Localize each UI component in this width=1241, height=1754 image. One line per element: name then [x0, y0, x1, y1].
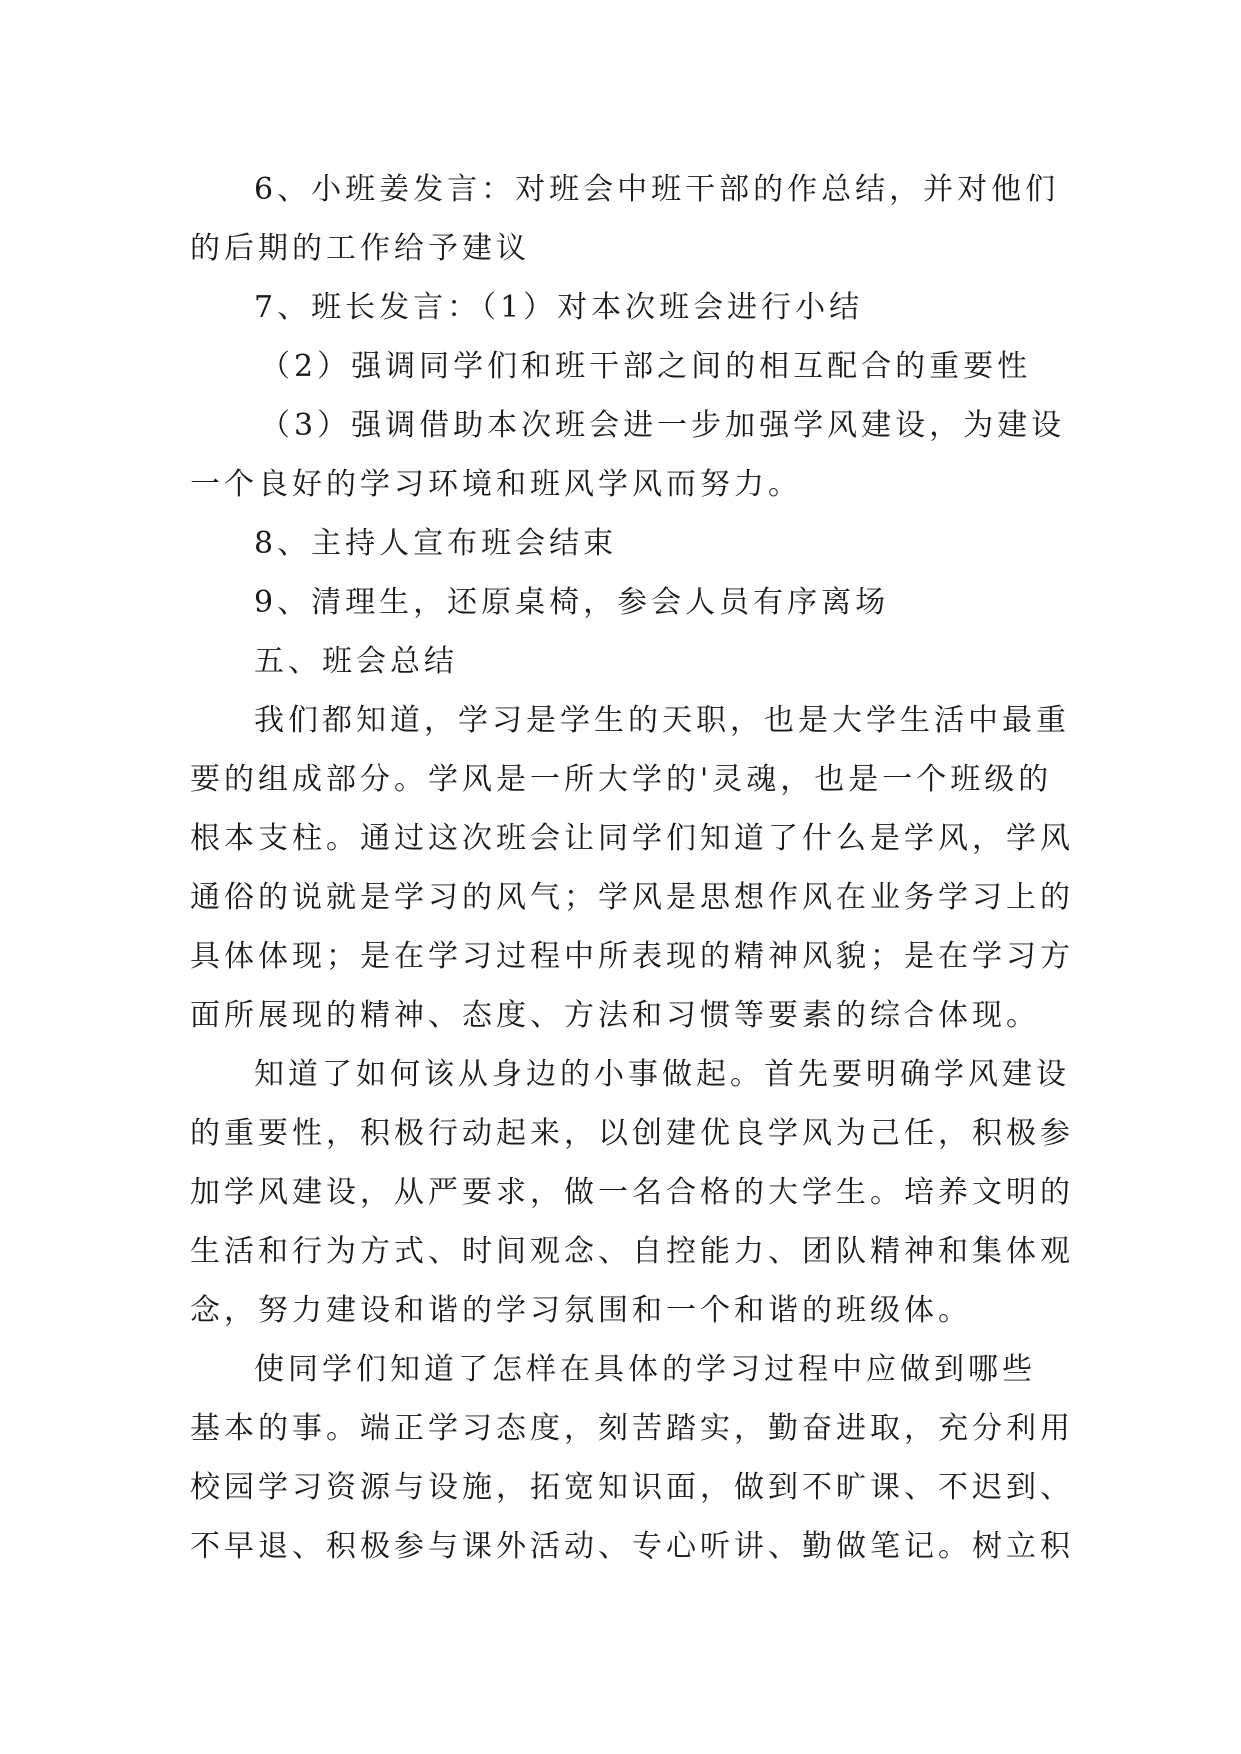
text-line: （2）强调同学们和班干部之间的相互配合的重要性	[260, 349, 1032, 384]
text-line: 使同学们知道了怎样在具体的学习过程中应做到哪些	[254, 1352, 1036, 1387]
text-line: 根本支柱。通过这次班会让同学们知道了什么是学风，学风	[190, 821, 1074, 856]
text-line: 念，努力建设和谐的学习氛围和一个和谐的班级体。	[190, 1293, 972, 1328]
text-line: 一个良好的学习环境和班风学风而努力。	[190, 467, 802, 502]
text-line: 7、班长发言：（1）对本次班会进行小结	[254, 290, 864, 325]
text-line: 基本的事。端正学习态度，刻苦踏实，勤奋进取，充分利用	[190, 1411, 1074, 1446]
text-line: 8、主持人宣布班会结束	[254, 526, 618, 561]
text-line: 校园学习资源与设施，拓宽知识面，做到不旷课、不迟到、	[190, 1470, 1074, 1505]
document-body	[190, 160, 1074, 1576]
text-line: 6、小班姜发言：对班会中班干部的作总结，并对他们	[254, 172, 1060, 207]
text-line: 9、清理生，还原桌椅，参会人员有序离场	[254, 585, 890, 620]
text-line: 具体体现；是在学习过程中所表现的精神风貌；是在学习方	[190, 939, 1074, 974]
text-line: 的后期的工作给予建议	[190, 231, 530, 266]
text-line: 知道了如何该从身边的小事做起。首先要明确学风建设	[254, 1057, 1070, 1092]
text-line: 加学风建设，从严要求，做一名合格的大学生。培养文明的	[190, 1175, 1074, 1210]
text-line: （3）强调借助本次班会进一步加强学风建设，为建设	[260, 408, 1066, 443]
text-line: 不早退、积极参与课外活动、专心听讲、勤做笔记。树立积	[190, 1529, 1074, 1564]
text-line: 面所展现的精神、态度、方法和习惯等要素的综合体现。	[190, 998, 1040, 1033]
text-line: 我们都知道，学习是学生的天职，也是大学生活中最重	[254, 703, 1070, 738]
text-line: 生活和行为方式、时间观念、自控能力、团队精神和集体观	[190, 1234, 1074, 1269]
text-line: 通俗的说就是学习的风气；学风是思想作风在业务学习上的	[190, 880, 1074, 915]
text-line: 五、班会总结	[254, 644, 458, 679]
text-line: 的重要性，积极行动起来，以创建优良学风为己任，积极参	[190, 1116, 1074, 1151]
text-line: 要的组成部分。学风是一所大学的'灵魂，也是一个班级的	[190, 762, 1053, 797]
